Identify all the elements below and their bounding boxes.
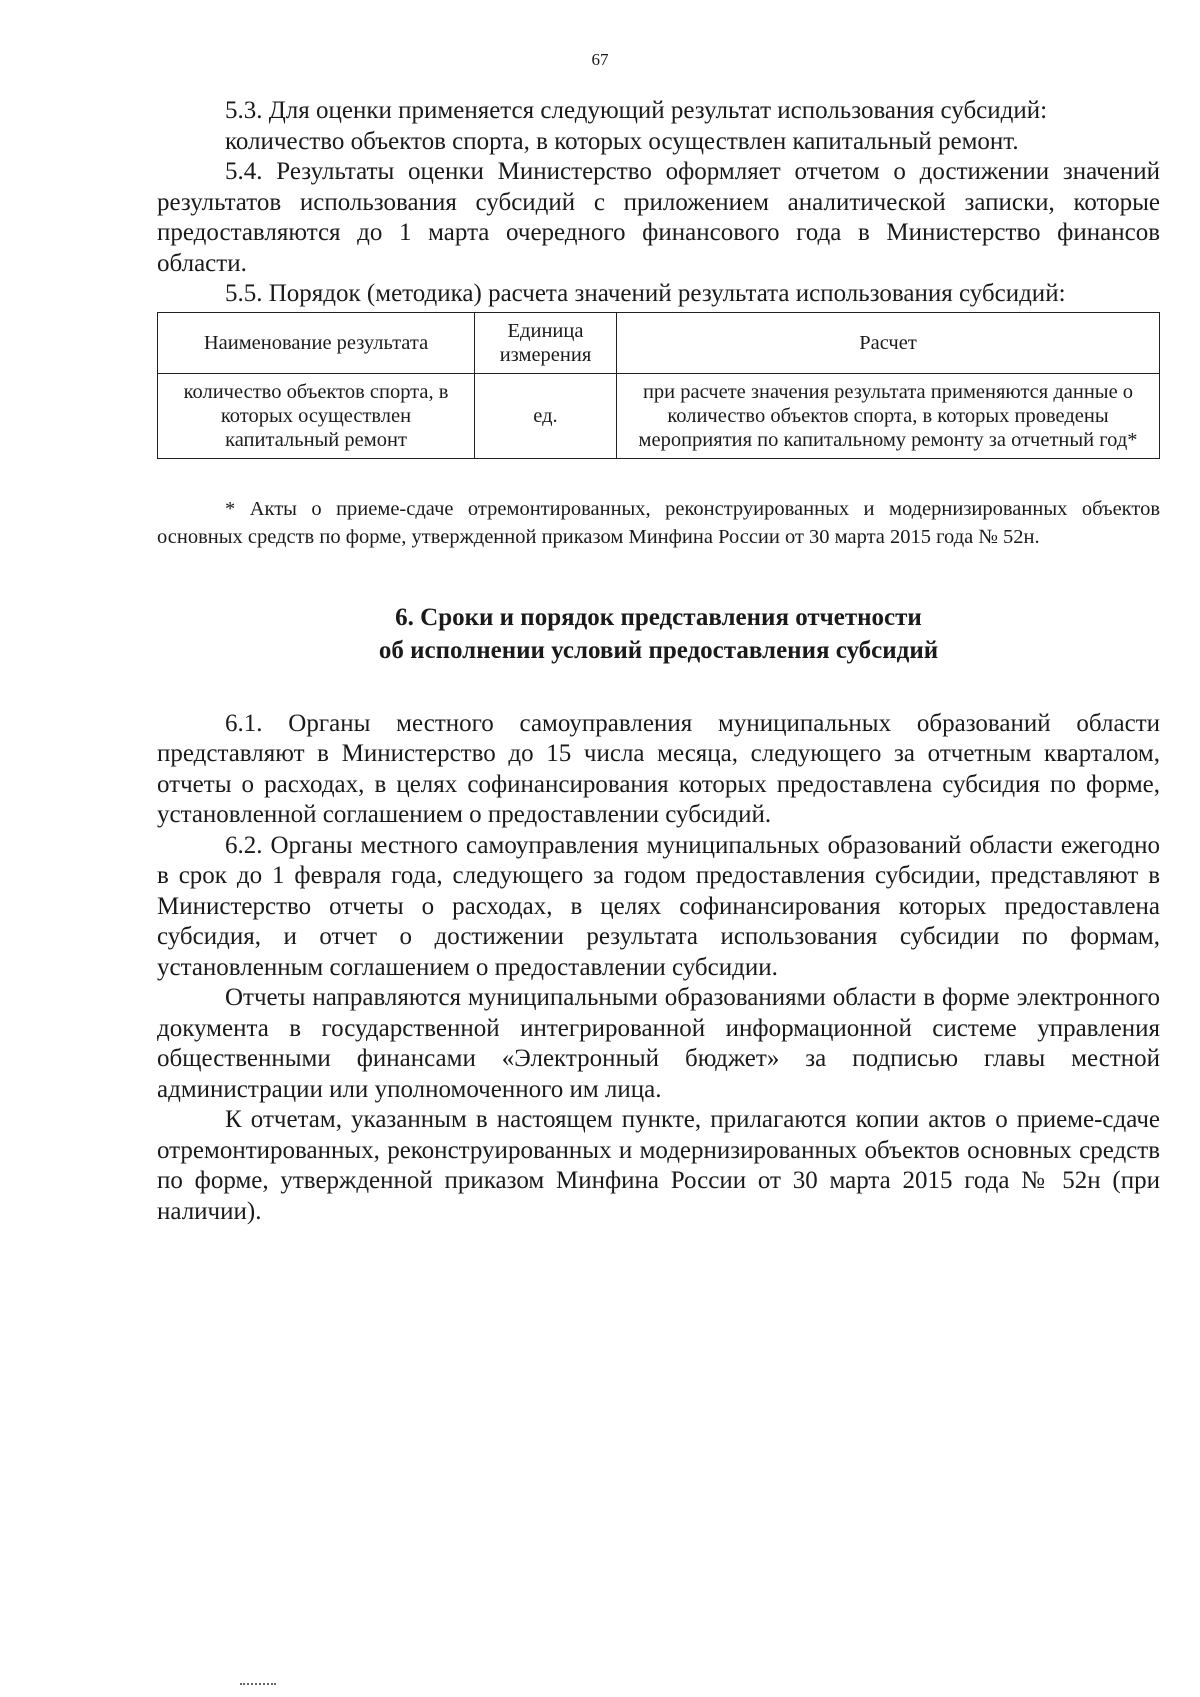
paragraph-reports: Отчеты направляются муниципальными образованиями области в форме электронного документа в государственной интегрированной информационной системе управления общественными финансами «Электронный бюджет» за подписью главы местной администрации или уполномоченного им лица. <box>157 984 1160 1103</box>
section-6-heading-line-2: об исполнении условий предоставления субсидий <box>378 636 939 664</box>
scan-artifact <box>240 1683 276 1685</box>
footnote: * Акты о приеме-сдаче отремонтированных, реконструированных и модернизированных объектов основных средств по форме, утвержденной приказом Минфина России от 30 марта 2015 года № 52н. <box>157 497 1160 548</box>
document-body <box>157 96 1160 1227</box>
results-table <box>157 312 1160 459</box>
cell-unit: ед. <box>475 373 617 458</box>
section-6-heading-line-1: 6. Сроки и порядок представления отчетности <box>395 603 922 631</box>
paragraph-6-1: 6.1. Органы местного самоуправления муниципальных образований области представляют в Министерство до 15 числа месяца, следующего за отчетным кварталом, отчеты о расходах, в целях софинансирования которых предоставлена субсидия по форме, установленной соглашением о предоставлении субсидий. <box>157 709 1160 828</box>
header-calculation: Расчет <box>617 312 1160 373</box>
table-row <box>158 373 1160 458</box>
cell-result-name: количество объектов спорта, в которых осуществлен капитальный ремонт <box>158 373 475 458</box>
paragraph-5-4: 5.4. Результаты оценки Министерство оформляет отчетом о достижении значений результатов использования субсидий с приложением аналитической записки, которые предоставляются до 1 марта очередного финансового года в Министерство финансов области. <box>157 158 1160 277</box>
paragraph-5-5: 5.5. Порядок (методика) расчета значений результата использования субсидий: <box>225 280 1066 307</box>
paragraph-5-3-item: количество объектов спорта, в которых осуществлен капитальный ремонт. <box>225 127 1019 155</box>
paragraph-6-2: 6.2. Органы местного самоуправления муниципальных образований области ежегодно в срок до 1 февраля года, следующего за годом предоставления субсидии, представляют в Министерство отчеты о расходах, в целях софинансирования которых предоставлена субсидия, и отчет о достижении результата использования субсидии по формам, установленным соглашением о предоставлении субсидии. <box>157 831 1160 981</box>
paragraph-attachments: К отчетам, указанным в настоящем пункте, прилагаются копии актов о приеме-сдаче отремонтированных, реконструированных и модернизированных объектов основных средств по форме, утвержденной приказом Минфина России от 30 марта 2015 года № 52н (при наличии). <box>157 1106 1160 1225</box>
section-6-body <box>157 709 1160 1228</box>
page-number: 67 <box>591 50 609 69</box>
cell-calculation: при расчете значения результата применяются данные о количество объектов спорта, в которых проведены мероприятия по капитальному ремонту за отчетный год* <box>617 373 1160 458</box>
section-6-heading <box>157 601 1160 667</box>
header-unit: Единица измерения <box>475 312 617 373</box>
table-header-row <box>158 312 1160 373</box>
header-result-name: Наименование результата <box>158 312 475 373</box>
paragraph-5-3: 5.3. Для оценки применяется следующий результат использования субсидий: <box>225 97 1048 124</box>
